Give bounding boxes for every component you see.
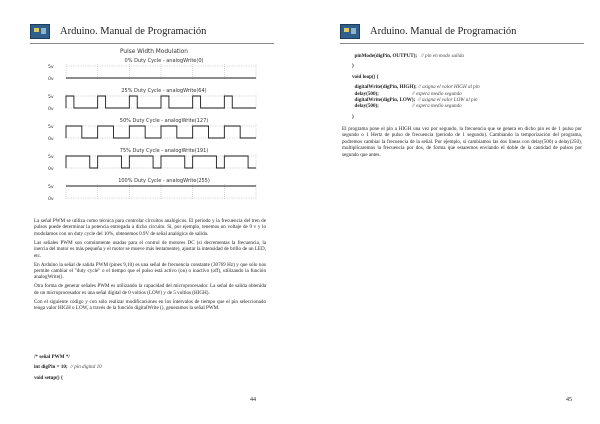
code-text: int digPin = 10; xyxy=(34,364,68,371)
header-title: Arduino. Manual de Programación xyxy=(370,26,517,37)
y-high-label: 5v xyxy=(48,95,54,100)
y-high-label: 5v xyxy=(48,185,54,190)
page-header xyxy=(30,24,206,39)
page-number: 44 xyxy=(250,397,256,403)
code-text: /* señal PWM */ xyxy=(34,354,70,360)
panel-label: 75% Duty Cycle - analogWrite(191) xyxy=(119,148,209,154)
code-block xyxy=(352,53,582,120)
header-title: Arduino. Manual de Programación xyxy=(60,26,207,37)
paragraph: El programa pone el pin a HIGH una vez por segundo, la frecuencia que se genera en dicho pin es de 1 pulso por segundo o 1 Hertz de pulso de frecuencia (periodo de 1 segundo). Cambiando la temporización del programa, podremos cambiar la frecuencia de la señal. Por ejemplo, si cambiamos las dos líneas con delay(500) a delay(250), multiplicaremos la frecuencia por dos, de forma que estaremos enviando el doble de la cantidad de pulsos por segundo que antes. xyxy=(342,126,582,158)
code-text: digitalWrite(digPin, LOW); xyxy=(352,96,416,103)
code-text: digitalWrite(digPin, HIGH); xyxy=(352,84,417,91)
code-line xyxy=(34,375,266,381)
pwm-waveform xyxy=(66,156,256,168)
y-low-label: 0v xyxy=(48,197,54,202)
code-comment: // pin en modo salida xyxy=(420,53,464,59)
code-block xyxy=(34,354,266,381)
figure-title: Pulse Width Modulation xyxy=(120,49,188,55)
y-high-label: 5v xyxy=(48,155,54,160)
code-comment: // asigna el valor HIGH al pin xyxy=(418,84,480,91)
y-low-label: 0v xyxy=(48,167,54,172)
body-text xyxy=(342,126,582,161)
paragraph: Con el siguiente código y con sólo realizar modificaciones en los intervalos de tiempo que el pin seleccionado tenga valor HIGH o LOW, a través de la función digitalWrite (), generamos la señal PWM. xyxy=(34,298,266,312)
pwm-panel xyxy=(48,88,256,112)
pwm-panel xyxy=(48,118,256,142)
y-low-label: 0v xyxy=(48,107,54,112)
body-text xyxy=(34,218,266,314)
code-comment: // espera medio segundo xyxy=(412,103,462,110)
pwm-waveform xyxy=(66,96,256,108)
panel-label: 0% Duty Cycle - analogWrite(0) xyxy=(124,58,204,64)
pwm-panel xyxy=(48,58,256,82)
page-number: 45 xyxy=(566,397,572,403)
code-text: delay(500); xyxy=(352,90,379,97)
arduino-logo-icon xyxy=(30,24,50,39)
pwm-panel xyxy=(48,148,256,172)
right-page xyxy=(300,0,600,424)
code-line xyxy=(352,114,582,120)
arduino-logo-icon xyxy=(340,24,360,39)
paragraph: Otra forma de generar señales PWM es utilizando la capacidad del microprocesador. La señal de salida obtenida de un microprocesador es una señal digital de 0 voltios (LOW) y de 5 voltios (HIGH). xyxy=(34,283,266,296)
header-rule xyxy=(340,43,584,44)
header-rule xyxy=(30,43,274,44)
pwm-panel xyxy=(48,178,256,202)
code-text: delay(500); xyxy=(352,103,379,110)
code-comment: // pin digital 10 xyxy=(70,364,102,371)
y-high-label: 5v xyxy=(48,65,54,70)
pwm-figure xyxy=(44,45,264,210)
paragraph: En Arduino la señal de salida PWM (pines 9,10) es una señal de frecuencia constante (30769 Hz) y que sólo nos permite cambiar el "duty cycle" o el tiempo que el pulso está activo (on) o inactivo (off), utilizando la función analogWrite(). xyxy=(34,261,266,281)
pwm-waveform xyxy=(66,126,256,138)
code-text: } xyxy=(352,113,355,120)
paragraph: La señal PWM se utiliza como técnica para controlar circuitos analógicos. El periodo y la frecuencia del tren de pulsos puede determinar la potencia entregada a dicho circuito. Si, por ejemplo, tenemos un voltaje de 9 v y lo modulamos con un duty cycle del 10%, obtenemos 0.9V de señal analógica de salida. xyxy=(34,218,266,237)
code-text: void setup() { xyxy=(34,374,63,381)
panel-label: 100% Duty Cycle - analogWrite(255) xyxy=(118,178,210,184)
panel-label: 25% Duty Cycle - analogWrite(64) xyxy=(121,88,207,94)
code-comment: // asigna el valor LOW al pin xyxy=(417,96,478,103)
page-header xyxy=(340,24,516,39)
code-text: } xyxy=(352,63,355,70)
paragraph: Las señales PWM son comúnmente usadas para el control de motores DC (si decrementas la frecuencia, la inercia del motor es más pequeña y el motor se mueve más lentamente), ajustar la intensidad de brillo de un LED, etc. xyxy=(34,239,266,259)
code-text: void loop() { xyxy=(352,73,379,80)
code-comment: // espera medio segundo xyxy=(412,90,462,97)
y-low-label: 0v xyxy=(48,137,54,142)
code-text: pinMode(digPin, OUTPUT); xyxy=(352,53,418,59)
y-high-label: 5v xyxy=(48,125,54,130)
y-low-label: 0v xyxy=(48,77,54,82)
panel-label: 50% Duty Cycle - analogWrite(127) xyxy=(119,118,209,124)
